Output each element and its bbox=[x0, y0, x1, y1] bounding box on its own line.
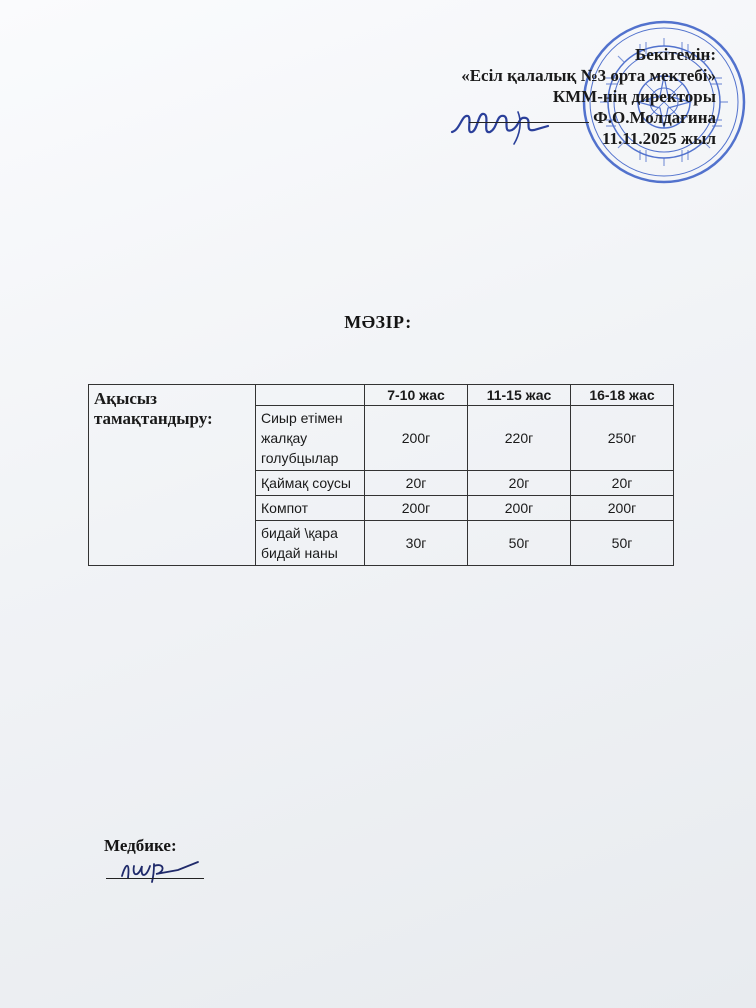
age-header-7-10: 7-10 жас bbox=[365, 385, 468, 406]
portion-value: 20г bbox=[571, 471, 674, 496]
approval-heading: Бекітемін: bbox=[635, 45, 716, 64]
school-name: «Есіл қалалық №3 орта мектебі» bbox=[461, 66, 716, 85]
dish-name: Сиыр етімен жалқау голубцылар bbox=[256, 406, 365, 471]
portion-value: 200г bbox=[365, 406, 468, 471]
menu-table bbox=[88, 384, 674, 566]
age-header-16-18: 16-18 жас bbox=[571, 385, 674, 406]
portion-value: 50г bbox=[571, 521, 674, 566]
nurse-signature bbox=[118, 852, 202, 884]
table-header-row bbox=[89, 385, 674, 406]
director-name: Ф.О.Молдагина bbox=[593, 108, 716, 127]
director-name-line bbox=[356, 107, 716, 128]
free-meals-label: Ақысыз тамақтандыру: bbox=[89, 385, 256, 566]
nurse-signature-line bbox=[106, 878, 204, 879]
portion-value: 220г bbox=[468, 406, 571, 471]
portion-value: 50г bbox=[468, 521, 571, 566]
portion-value: 20г bbox=[365, 471, 468, 496]
approval-date: 11.11.2025 жыл bbox=[601, 129, 716, 148]
empty-header-cell bbox=[256, 385, 365, 406]
menu-title: МӘЗІР: bbox=[344, 312, 412, 332]
age-header-11-15: 11-15 жас bbox=[468, 385, 571, 406]
portion-value: 30г bbox=[365, 521, 468, 566]
approval-block bbox=[356, 44, 716, 149]
portion-value: 200г bbox=[468, 496, 571, 521]
dish-name: Компот bbox=[256, 496, 365, 521]
signature-line bbox=[469, 121, 589, 123]
portion-value: 200г bbox=[365, 496, 468, 521]
nurse-label: Медбике: bbox=[104, 836, 177, 855]
dish-name: бидай \қара бидай наны bbox=[256, 521, 365, 566]
portion-value: 200г bbox=[571, 496, 674, 521]
director-title: КММ-нің директоры bbox=[552, 87, 716, 106]
dish-name: Қаймақ соусы bbox=[256, 471, 365, 496]
portion-value: 250г bbox=[571, 406, 674, 471]
portion-value: 20г bbox=[468, 471, 571, 496]
